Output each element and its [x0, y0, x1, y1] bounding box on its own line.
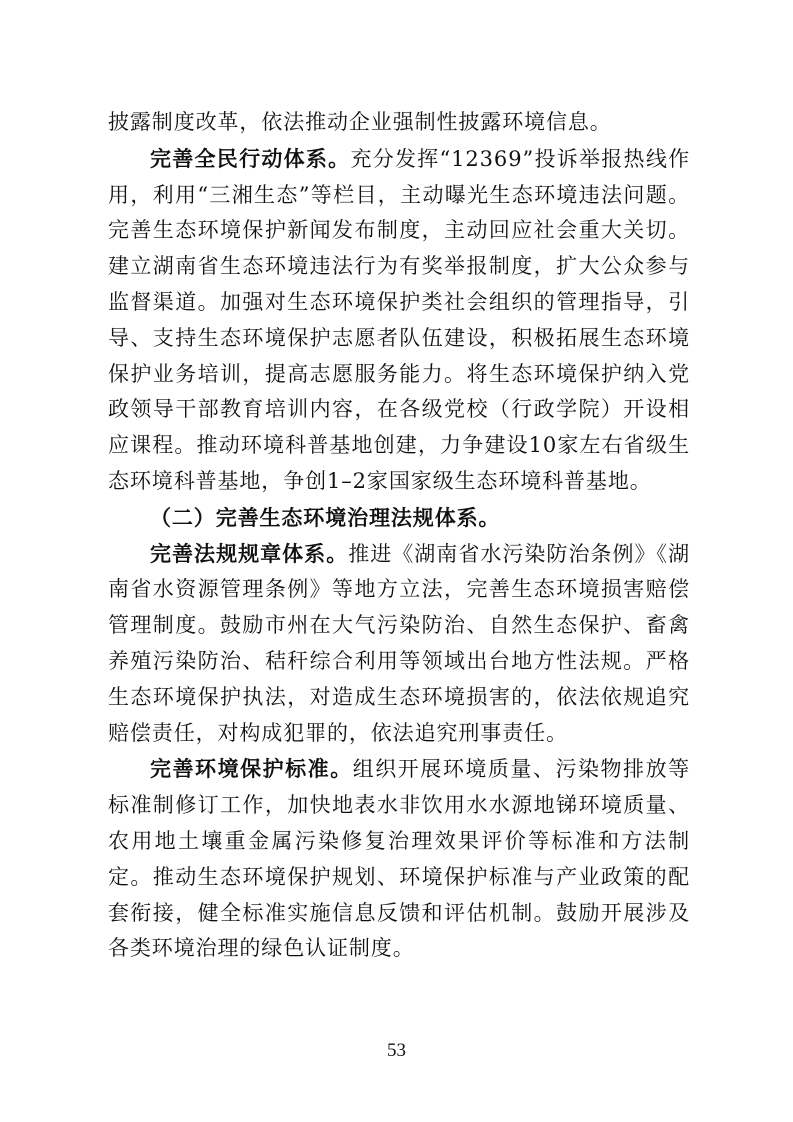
paragraph-text: 推进《湖南省水污染防治条例》《湖南省水资源管理条例》等地方立法，完善生态环境损害赔偿管理制度。鼓励市州在大气污染防治、自然生态保护、畜禽养殖污染防治、秸秆综合利用等领域出台地方性法规。严格生态环境保护执法，对造成生态环境损害的，依法依规追究赔偿责任，对构成犯罪的，依法追究刑事责任。 — [108, 541, 690, 745]
section-heading: （二）完善生态环境治理法规体系。 — [150, 504, 501, 530]
continuation-paragraph — [108, 105, 690, 141]
body-text — [108, 105, 690, 967]
page-number: 53 — [387, 1040, 406, 1061]
paragraph-text: 披露制度改革，依法推动企业强制性披露环境信息。 — [108, 110, 612, 134]
regulations-paragraph — [108, 536, 690, 752]
paragraph-text: 充分发挥“12369”投诉举报热线作用，利用“三湘生态”等栏目，主动曝光生态环境违法问题。完善生态环境保护新闻发布制度，主动回应社会重大关切。建立湖南省生态环境违法行为有奖举报制度，扩大公众参与监督渠道。加强对生态环境保护类社会组织的管理指导，引导、支持生态环境保护志愿者队伍建设，积极拓展生态环境保护业务培训，提高志愿服务能力。将生态环境保护纳入党政领导干部教育培训内容，在各级党校（行政学院）开设相应课程。推动环境科普基地创建，力争建设10家左右省级生态环境科普基地，争创1–2家国家级生态环境科普基地。 — [108, 146, 690, 493]
public-action-paragraph — [108, 141, 690, 500]
paragraph-lead: 完善环境保护标准。 — [150, 756, 353, 782]
paragraph-lead: 完善法规规章体系。 — [150, 540, 349, 566]
standards-paragraph — [108, 751, 690, 967]
paragraph-lead: 完善全民行动体系。 — [150, 145, 351, 171]
paragraph-text: 组织开展环境质量、污染物排放等标准制修订工作，加快地表水非饮用水水源地锑环境质量、农用地土壤重金属污染修复治理效果评价等标准和方法制定。推动生态环境保护规划、环境保护标准与产业政策的配套衔接，健全标准实施信息反馈和评估机制。鼓励开展涉及各类环境治理的绿色认证制度。 — [108, 757, 690, 961]
